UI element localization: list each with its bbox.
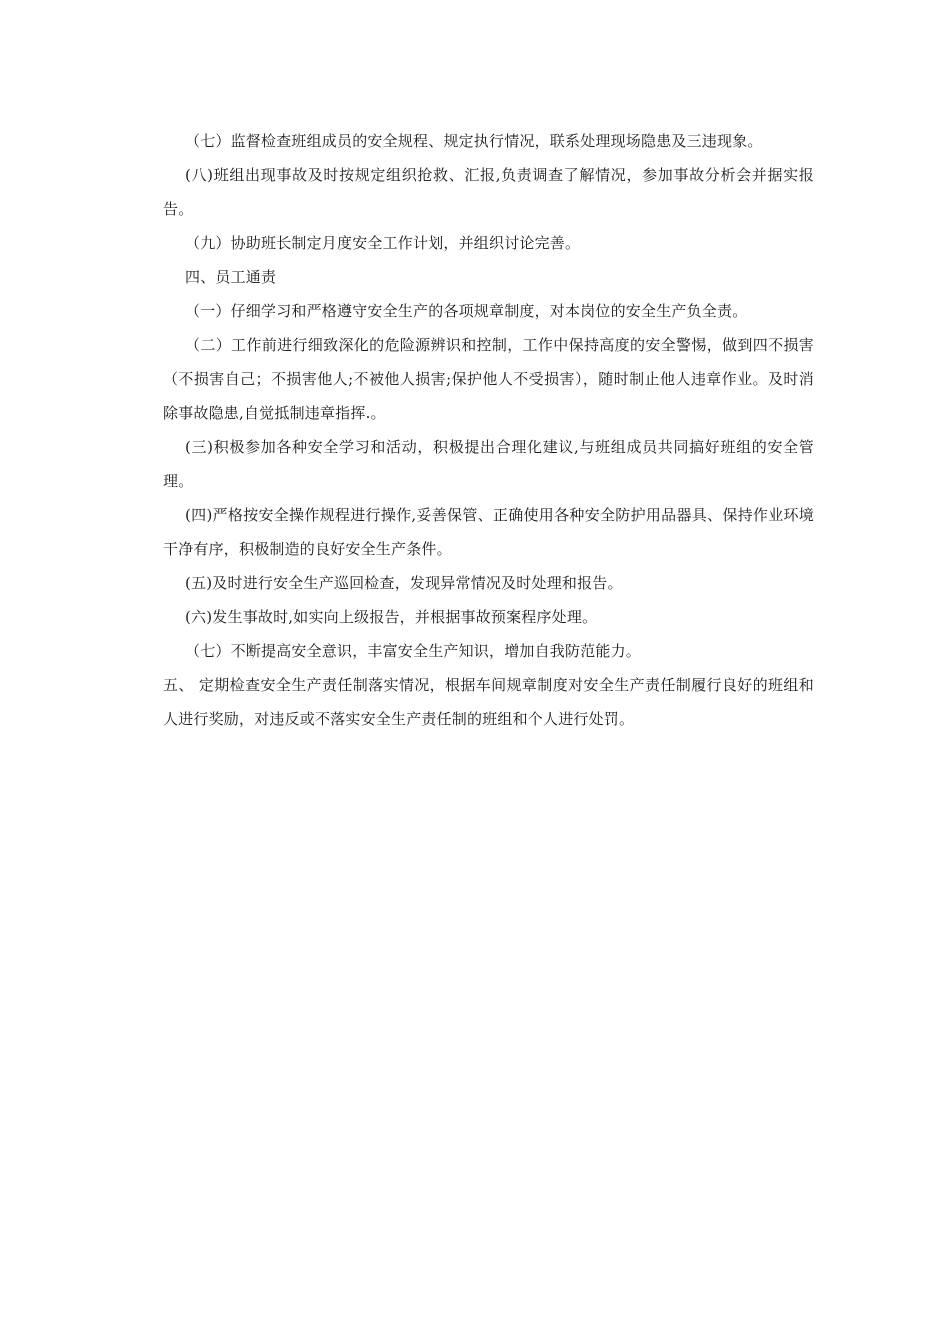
paragraph-safety-awareness: （七）不断提高安全意识，丰富安全生产知识，增加自我防范能力。 xyxy=(185,642,642,660)
document-body xyxy=(163,124,814,736)
paragraph-section-five-rewards: 五、 定期检查安全生产责任制落实情况，根据车间规章制度对安全生产责任制履行良好的班组和人进行奖励，对违反或不落实安全生产责任制的班组和个人进行处罚。 xyxy=(163,676,814,728)
paragraph-accident-rescue: (八)班组出现事故及时按规定组织抢救、汇报,负责调查了解情况，参加事故分析会并据实报告。 xyxy=(163,166,814,218)
section-heading-employee-duties: 四、员工通责 xyxy=(185,268,277,286)
paragraph-monthly-plan: （九）协助班长制定月度安全工作计划，并组织讨论完善。 xyxy=(185,234,581,252)
paragraph-safety-learning: (三)积极参加各种安全学习和活动，积极提出合理化建议,与班组成员共同搞好班组的安全管理。 xyxy=(163,438,814,490)
paragraph-patrol-inspection: (五)及时进行安全生产巡回检查，发现异常情况及时处理和报告。 xyxy=(185,574,623,592)
paragraph-accident-report: (六)发生事故时,如实向上级报告，并根据事故预案程序处理。 xyxy=(185,608,598,626)
paragraph-operating-procedures: (四)严格按安全操作规程进行操作,妥善保管、正确使用各种安全防护用品器具、保持作业环境干净有序，积极制造的良好安全生产条件。 xyxy=(163,506,814,558)
paragraph-study-rules: （一）仔细学习和严格遵守安全生产的各项规章制度，对本岗位的安全生产负全责。 xyxy=(185,302,748,320)
paragraph-supervise-inspection: （七）监督检查班组成员的安全规程、规定执行情况，联系处理现场隐患及三违现象。 xyxy=(185,132,763,150)
paragraph-hazard-identification: （二）工作前进行细致深化的危险源辨识和控制，工作中保持高度的安全警惕，做到四不损害（不损害自己；不损害他人;不被他人损害;保护他人不受损害），随时制止他人违章作业。及时消除事故隐患,自觉抵制违章指挥.。 xyxy=(163,336,814,422)
